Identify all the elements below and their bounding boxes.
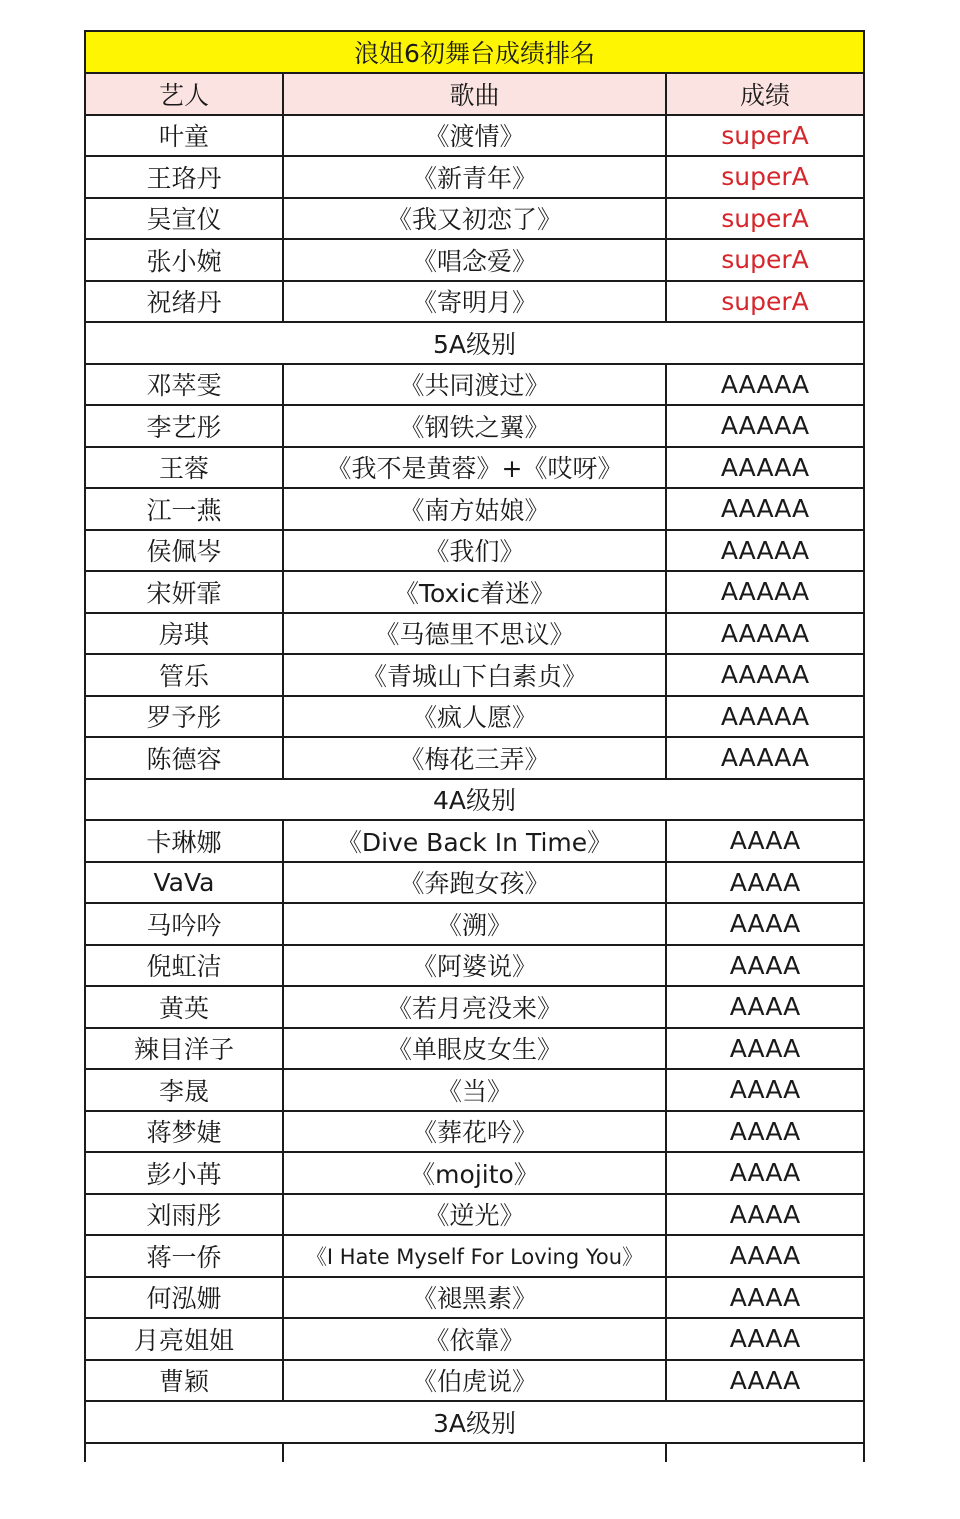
table-row (85, 1277, 864, 1319)
song-cell: 《奔跑女孩》 (283, 862, 666, 904)
grade-cell: AAAA (666, 1277, 864, 1319)
table-row (85, 488, 864, 530)
song-cell: 《渡情》 (283, 115, 666, 157)
header-row (85, 73, 864, 115)
header-grade: 成绩 (666, 73, 864, 115)
table-row (85, 1318, 864, 1360)
table-row (85, 281, 864, 323)
artist-cell: VaVa (85, 862, 283, 904)
artist-cell: 李晟 (85, 1069, 283, 1111)
grade-cell: AAAAA (666, 654, 864, 696)
table-row (85, 198, 864, 240)
grade-cell: superA (666, 239, 864, 281)
artist-cell: 辣目洋子 (85, 1028, 283, 1070)
song-cell: 《青城山下白素贞》 (283, 654, 666, 696)
table-row (85, 862, 864, 904)
table-row (85, 239, 864, 281)
header-song: 歌曲 (283, 73, 666, 115)
song-cell: 《单眼皮女生》 (283, 1028, 666, 1070)
artist-cell: 月亮姐姐 (85, 1318, 283, 1360)
song-cell: 《伯虎说》 (283, 1360, 666, 1402)
grade-cell: AAAA (666, 1360, 864, 1402)
artist-cell: 马吟吟 (85, 903, 283, 945)
grade-cell: AAAAA (666, 737, 864, 779)
artist-cell: 侯佩岑 (85, 530, 283, 572)
grade-cell: AAAAA (666, 364, 864, 406)
song-cell: 《逆光》 (283, 1194, 666, 1236)
song-cell: 《梅花三弄》 (283, 737, 666, 779)
song-cell: 《疯人愿》 (283, 696, 666, 738)
song-cell: 《我不是黄蓉》+《哎呀》 (283, 447, 666, 489)
song-cell: 《I Hate Myself For Loving You》 (283, 1235, 666, 1277)
song-cell: 《阿婆说》 (283, 945, 666, 987)
artist-cell: 曹颖 (85, 1360, 283, 1402)
artist-cell: 王珞丹 (85, 156, 283, 198)
grade-cell: AAAAA (666, 488, 864, 530)
song-cell: 《依靠》 (283, 1318, 666, 1360)
artist-cell: 邓萃雯 (85, 364, 283, 406)
table-title: 浪姐6初舞台成绩排名 (85, 31, 864, 73)
grade-cell: AAAA (666, 1194, 864, 1236)
artist-cell: 李艺彤 (85, 405, 283, 447)
grade-cell: AAAAA (666, 613, 864, 655)
header-artist: 艺人 (85, 73, 283, 115)
artist-cell: 罗予彤 (85, 696, 283, 738)
song-cell: 《若月亮没来》 (283, 986, 666, 1028)
table-row (85, 1028, 864, 1070)
grade-cell: AAAAA (666, 447, 864, 489)
artist-cell: 叶童 (85, 115, 283, 157)
song-cell: 《溯》 (283, 903, 666, 945)
table-row (85, 945, 864, 987)
song-cell: 《葬花吟》 (283, 1111, 666, 1153)
grade-cell: AAAA (666, 903, 864, 945)
artist-cell: 何泓姗 (85, 1277, 283, 1319)
artist-cell: 蒋一侨 (85, 1235, 283, 1277)
table-row (85, 986, 864, 1028)
song-cell (283, 1443, 666, 1462)
table-row (85, 530, 864, 572)
grade-cell: AAAA (666, 862, 864, 904)
song-cell: 《褪黑素》 (283, 1277, 666, 1319)
song-cell: 《唱念爱》 (283, 239, 666, 281)
grade-cell: AAAAA (666, 696, 864, 738)
song-cell: 《我又初恋了》 (283, 198, 666, 240)
table-row (85, 1111, 864, 1153)
song-cell: 《Toxic着迷》 (283, 571, 666, 613)
grade-cell: AAAA (666, 1028, 864, 1070)
table-row (85, 903, 864, 945)
artist-cell: 房琪 (85, 613, 283, 655)
title-row (85, 31, 864, 73)
table-row (85, 1069, 864, 1111)
section-row-4a (85, 779, 864, 821)
table-row (85, 405, 864, 447)
artist-cell: 黄英 (85, 986, 283, 1028)
table-row (85, 654, 864, 696)
grade-cell: superA (666, 198, 864, 240)
song-cell: 《南方姑娘》 (283, 488, 666, 530)
artist-cell: 张小婉 (85, 239, 283, 281)
grade-cell: AAAAA (666, 571, 864, 613)
song-cell: 《马德里不思议》 (283, 613, 666, 655)
grade-cell: AAAAA (666, 405, 864, 447)
section-row-5a (85, 322, 864, 364)
artist-cell: 江一燕 (85, 488, 283, 530)
grade-cell: AAAA (666, 945, 864, 987)
grade-cell: AAAA (666, 1069, 864, 1111)
grade-cell: AAAA (666, 820, 864, 862)
table-row (85, 1194, 864, 1236)
grade-cell: AAAA (666, 1318, 864, 1360)
grade-cell: superA (666, 281, 864, 323)
artist-cell: 陈德容 (85, 737, 283, 779)
table-row (85, 820, 864, 862)
artist-cell: 管乐 (85, 654, 283, 696)
table-row (85, 115, 864, 157)
artist-cell: 祝绪丹 (85, 281, 283, 323)
table-row (85, 696, 864, 738)
artist-cell: 卡琳娜 (85, 820, 283, 862)
section-label-5a: 5A级别 (85, 322, 864, 364)
grade-cell: AAAAA (666, 530, 864, 572)
song-cell: 《当》 (283, 1069, 666, 1111)
ranking-sheet (84, 30, 863, 1462)
grade-cell: AAAA (666, 1152, 864, 1194)
artist-cell: 倪虹洁 (85, 945, 283, 987)
artist-cell: 吴宣仪 (85, 198, 283, 240)
grade-cell (666, 1443, 864, 1462)
table-row-cutoff (85, 1443, 864, 1462)
table-row (85, 613, 864, 655)
table-body (85, 115, 864, 1462)
song-cell: 《mojito》 (283, 1152, 666, 1194)
artist-cell (85, 1443, 283, 1462)
section-label-4a: 4A级别 (85, 779, 864, 821)
song-cell: 《共同渡过》 (283, 364, 666, 406)
song-cell: 《新青年》 (283, 156, 666, 198)
table-row (85, 1152, 864, 1194)
grade-cell: superA (666, 156, 864, 198)
grade-cell: AAAA (666, 1235, 864, 1277)
table-row (85, 1360, 864, 1402)
grade-cell: AAAA (666, 1111, 864, 1153)
table-row (85, 1235, 864, 1277)
table-row (85, 571, 864, 613)
section-label-3a: 3A级别 (85, 1401, 864, 1443)
table-row (85, 737, 864, 779)
section-row-3a (85, 1401, 864, 1443)
artist-cell: 彭小苒 (85, 1152, 283, 1194)
table-row (85, 447, 864, 489)
table-row (85, 156, 864, 198)
ranking-table (84, 30, 865, 1462)
song-cell: 《Dive Back In Time》 (283, 820, 666, 862)
song-cell: 《钢铁之翼》 (283, 405, 666, 447)
artist-cell: 蒋梦婕 (85, 1111, 283, 1153)
grade-cell: AAAA (666, 986, 864, 1028)
table-row (85, 364, 864, 406)
grade-cell: superA (666, 115, 864, 157)
song-cell: 《我们》 (283, 530, 666, 572)
artist-cell: 宋妍霏 (85, 571, 283, 613)
song-cell: 《寄明月》 (283, 281, 666, 323)
artist-cell: 刘雨彤 (85, 1194, 283, 1236)
artist-cell: 王蓉 (85, 447, 283, 489)
